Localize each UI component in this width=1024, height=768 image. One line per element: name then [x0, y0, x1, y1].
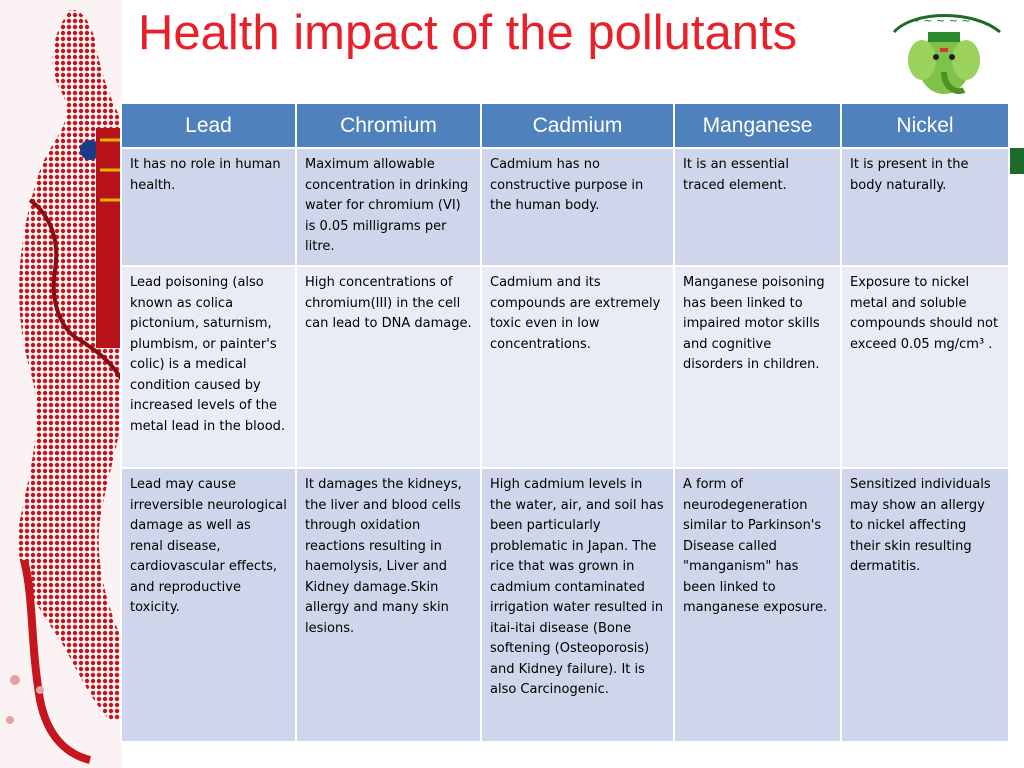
table-cell: Cadmium and its compounds are extremely toxic even in low concentrations. [481, 266, 674, 468]
header-nickel: Nickel [841, 103, 1009, 148]
table-cell: Maximum allowable concentration in drinking water for chromium (VI) is 0.05 milligrams per litre. [296, 148, 481, 266]
table-cell: It damages the kidneys, the liver and blood cells through oxidation reactions resulting in haemolysis, Liver and Kidney damage.Skin allergy and many skin lesions. [296, 468, 481, 742]
table-cell: Lead poisoning (also known as colica pictonium, saturnism, plumbism, or painter's colic) is a medical condition caused by increased levels of the metal lead in the blood. [121, 266, 296, 468]
header-cadmium: Cadmium [481, 103, 674, 148]
table-cell: Exposure to nickel metal and soluble compounds should not exceed 0.05 mg/cm³ . [841, 266, 1009, 468]
table-cell: Lead may cause irreversible neurological damage as well as renal disease, cardiovascular effects, and reproductive toxicity. [121, 468, 296, 742]
table-row [121, 266, 1009, 468]
table-cell: It is an essential traced element. [674, 148, 841, 266]
table-cell: A form of neurodegeneration similar to Parkinson's Disease called "manganism" has been linked to manganese exposure. [674, 468, 841, 742]
header-lead: Lead [121, 103, 296, 148]
header-manganese: Manganese [674, 103, 841, 148]
table-cell: It is present in the body naturally. [841, 148, 1009, 266]
table-cell: Cadmium has no constructive purpose in the human body. [481, 148, 674, 266]
svg-text:~ ~ ~ ~ ~ ~: ~ ~ ~ ~ ~ ~ [910, 14, 984, 27]
pollutant-table [120, 102, 1010, 743]
table-cell: It has no role in human health. [121, 148, 296, 266]
table-cell: High cadmium levels in the water, air, and soil has been particularly problematic in Japan. The rice that was grown in cadmium contaminated irrigation water resulted in itai-itai disease (Bone softening (Osteoporosis) and Kidney failure). It is also Carcinogenic. [481, 468, 674, 742]
table-row [121, 468, 1009, 742]
table-cell: Sensitized individuals may show an allergy to nickel affecting their skin resulting dermatitis. [841, 468, 1009, 742]
page-title: Health impact of the pollutants [138, 6, 798, 60]
header-chromium: Chromium [296, 103, 481, 148]
table-row [121, 148, 1009, 266]
ganesha-logo-icon [884, 2, 1010, 104]
ganesha-decoration-icon [0, 0, 122, 768]
table-header-row [121, 103, 1009, 148]
table-cell: Manganese poisoning has been linked to impaired motor skills and cognitive disorders in children. [674, 266, 841, 468]
table-cell: High concentrations of chromium(III) in the cell can lead to DNA damage. [296, 266, 481, 468]
